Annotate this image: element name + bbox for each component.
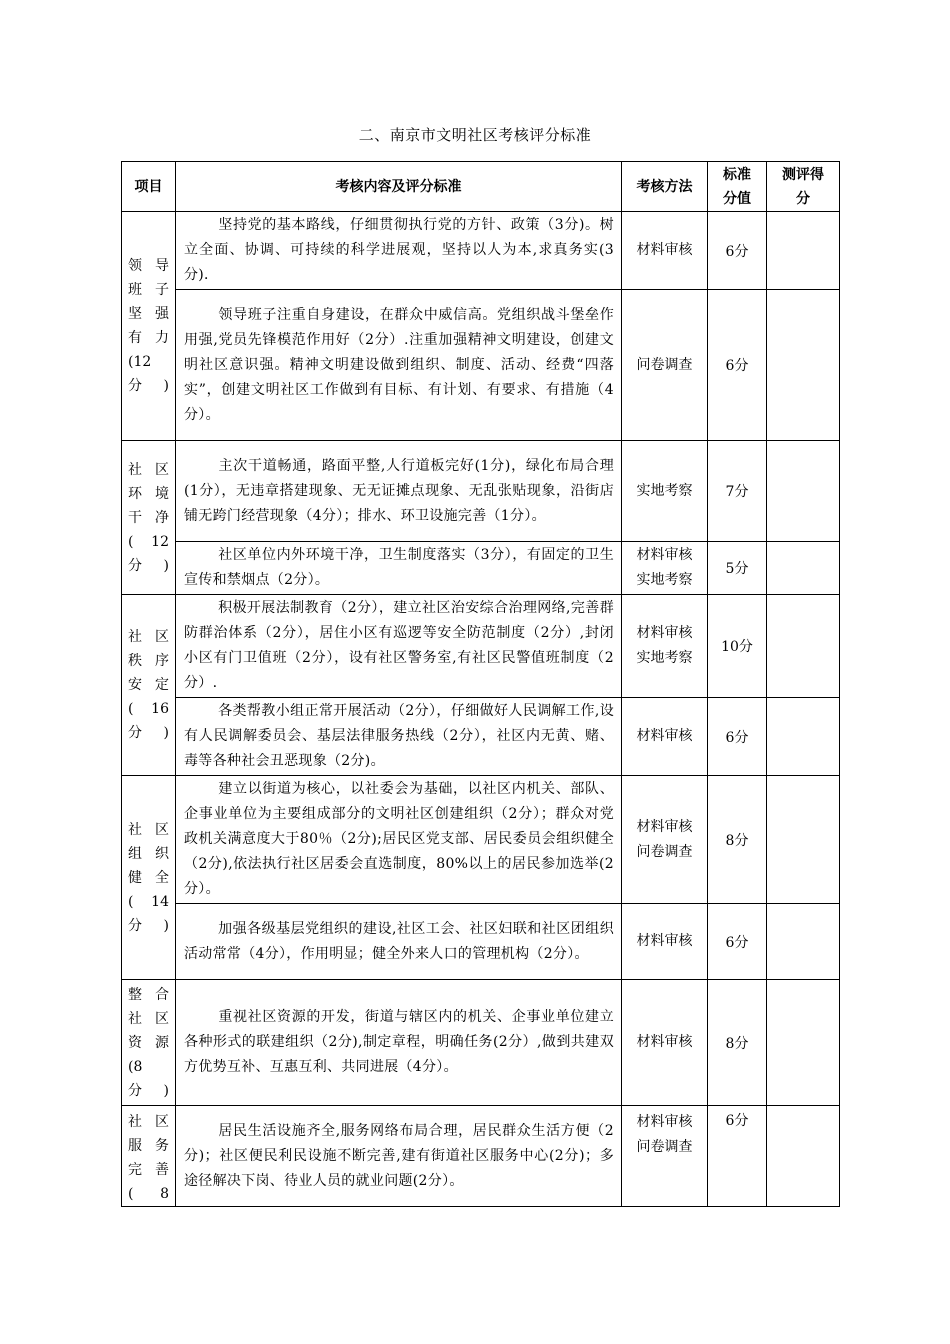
table-header-row (122, 162, 840, 212)
item-label-line: 社 区 (128, 1114, 169, 1130)
item-label-line: 干 净 (128, 509, 169, 526)
item-label-line: 安 定 (128, 677, 169, 693)
criteria-cell (176, 980, 622, 1106)
table-body (122, 212, 840, 1207)
method-cell (622, 904, 708, 980)
item-label-line: (8 (128, 1058, 143, 1075)
method-text: 问卷调查 (636, 843, 693, 860)
item-label-line: 分 ) (128, 378, 169, 394)
item-label-line: 组 织 (128, 845, 169, 862)
item-label-line: ( 8 (128, 1186, 169, 1202)
standard-score-cell: 8分 (708, 776, 767, 904)
item-label-line: ( 12 (128, 533, 169, 550)
method-text: 材料审核 (636, 1114, 693, 1130)
page-title: 二、南京市文明社区考核评分标准 (358, 126, 592, 144)
table-row (122, 698, 840, 776)
criteria-text: 建立以街道为核心，以社委会为基础，以社区内机关、部队、企事业单位为主要组成部分的文明社区创建组织（2分）；群众对党政机关满意度大于80％（2分);居民区党支部、居民委员会组织健全（2分),依法执行社区居委会直选制度，80%以上的居民参加选举(2分）。 (184, 781, 614, 897)
criteria-text: 主次干道畅通，路面平整,人行道板完好(1分)，绿化布局合理(1分），无违章搭建现象、无无证摊点现象、无乱张贴现象，沿街店铺无跨门经营现象（4分）；排水、环卫设施完善（1分）。 (184, 457, 614, 524)
header-item: 项目 (122, 162, 176, 212)
criteria-cell (176, 441, 622, 542)
criteria-cell (176, 1106, 622, 1207)
item-cell (122, 980, 176, 1106)
item-label-line: 服 务 (128, 1138, 169, 1154)
header-evaluation-score (767, 162, 840, 212)
evaluation-score-cell[interactable] (767, 776, 840, 904)
method-cell (622, 595, 708, 698)
method-text: 实地考察 (636, 650, 693, 666)
evaluation-score-cell[interactable] (767, 698, 840, 776)
criteria-text: 各类帮教小组正常开展活动（2分），仔细做好人民调解工作,设有人民调解委员会、基层法律服务热线（2分），社区内无黄、赌、毒等各种社会丑恶现象（2分)。 (184, 703, 614, 769)
method-text: 材料审核 (636, 933, 693, 949)
standard-score-cell: 7分 (708, 441, 767, 542)
criteria-cell (176, 904, 622, 980)
item-label-line: (12 (128, 354, 152, 370)
item-label-line: 社 区 (128, 461, 169, 478)
criteria-cell (176, 212, 622, 290)
criteria-cell (176, 290, 622, 441)
item-cell (122, 1106, 176, 1207)
method-text: 材料审核 (636, 728, 693, 744)
criteria-text: 重视社区资源的开发，街道与辖区内的机关、企事业单位建立各种形式的联建组织（2分),制定章程，明确任务(2分）,做到共建双方优势互补、互惠互利、共同进展（4分）。 (184, 1009, 614, 1075)
method-text: 材料审核 (636, 625, 693, 641)
method-text: 问卷调查 (636, 356, 693, 373)
criteria-text: 领导班子注重自身建设，在群众中威信高。党组织战斗堡垒作用强,党员先锋模范作用好（2分）.注重加强精神文明建设，创建文明社区意识强。精神文明建设做到组织、制度、活动、经费“四落实”，创建文明社区工作做到有目标、有计划、有要求、有措施（4分）。 (184, 306, 614, 423)
item-cell (122, 212, 176, 441)
header-standard-line1: 标准 (723, 166, 751, 183)
criteria-text: 坚持党的基本路线，仔细贯彻执行党的方针、政策（3分)。树立全面、协调、可持续的科学进展观，坚持以人为本,求真务实(3分)． (184, 217, 614, 283)
criteria-text: 居民生活设施齐全,服务网络布局合理，居民群众生活方便（2分)；社区便民利民设施不断完善,建有街道社区服务中心(2分)；多途径解决下岗、待业人员的就业问题(2分）。 (184, 1122, 614, 1189)
table-row (122, 904, 840, 980)
method-text: 材料审核 (636, 547, 693, 563)
criteria-cell (176, 776, 622, 904)
method-cell (622, 698, 708, 776)
criteria-text: 社区单位内外环境干净，卫生制度落实（3分），有固定的卫生宣传和禁烟点（2分）。 (184, 547, 614, 588)
criteria-cell (176, 595, 622, 698)
item-label-line: 分 ) (128, 1082, 169, 1099)
item-label-line: 完 善 (128, 1162, 169, 1178)
method-text: 问卷调查 (636, 1139, 693, 1155)
item-label-line: 秩 序 (128, 653, 169, 669)
scoring-table (121, 161, 840, 1207)
method-cell (622, 441, 708, 542)
method-text: 实地考察 (636, 572, 693, 588)
item-cell (122, 595, 176, 776)
method-text: 实地考察 (636, 482, 693, 499)
method-cell (622, 776, 708, 904)
criteria-text: 积极开展法制教育（2分），建立社区治安综合治理网络,完善群防群治体系（2分），居住小区有巡逻等安全防范制度（2分）,封闭小区有门卫值班（2分），设有社区警务室,有社区民警值班制度（2分）. (184, 600, 614, 691)
item-label-line: 社 区 (128, 1010, 169, 1027)
header-method: 考核方法 (622, 162, 708, 212)
item-label-line: 环 境 (128, 485, 169, 502)
item-label-line: 社 区 (128, 629, 169, 645)
table-row (122, 1106, 840, 1207)
standard-score-cell: 6分 (708, 904, 767, 980)
evaluation-score-cell[interactable] (767, 980, 840, 1106)
item-label-line: ( 14 (128, 893, 169, 910)
method-cell (622, 290, 708, 441)
evaluation-score-cell[interactable] (767, 542, 840, 595)
table-row (122, 441, 840, 542)
table-row (122, 595, 840, 698)
table-row (122, 542, 840, 595)
criteria-cell (176, 542, 622, 595)
method-text: 材料审核 (636, 818, 693, 835)
evaluation-score-cell[interactable] (767, 290, 840, 441)
header-standard-score (708, 162, 767, 212)
evaluation-score-cell[interactable] (767, 1106, 840, 1207)
header-standard-line2: 分值 (723, 190, 751, 207)
evaluation-score-cell[interactable] (767, 904, 840, 980)
item-label-line: 资 源 (128, 1034, 169, 1051)
standard-score-cell: 6分 (708, 698, 767, 776)
method-text: 材料审核 (636, 1034, 693, 1050)
standard-score-cell: 6分 (708, 1106, 767, 1207)
criteria-text: 加强各级基层党组织的建设,社区工会、社区妇联和社区团组织活动常常（4分），作用明显；健全外来人口的管理机构（2分）。 (184, 920, 614, 962)
item-cell (122, 441, 176, 595)
method-text: 材料审核 (636, 242, 693, 258)
evaluation-score-cell[interactable] (767, 595, 840, 698)
table-row (122, 980, 840, 1106)
table-row (122, 776, 840, 904)
method-cell (622, 980, 708, 1106)
criteria-cell (176, 698, 622, 776)
method-cell (622, 1106, 708, 1207)
evaluation-score-cell[interactable] (767, 212, 840, 290)
table-row (122, 212, 840, 290)
item-cell (122, 776, 176, 980)
standard-score-cell: 5分 (708, 542, 767, 595)
item-label-line: 分 ) (128, 917, 169, 934)
table-row (122, 290, 840, 441)
item-label-line: 领 导 (128, 258, 169, 274)
header-result-line2: 分 (796, 190, 810, 207)
item-label-line: 班 子 (128, 282, 169, 298)
evaluation-score-cell[interactable] (767, 441, 840, 542)
item-label-line: 整 合 (128, 986, 169, 1003)
item-label-line: 有 力 (128, 330, 169, 346)
item-label-line: 坚 强 (128, 306, 169, 322)
standard-score-cell: 10分 (708, 595, 767, 698)
method-cell (622, 212, 708, 290)
header-content: 考核内容及评分标准 (176, 162, 622, 212)
standard-score-cell: 6分 (708, 212, 767, 290)
item-label-line: 分 ) (128, 557, 169, 574)
item-label-line: 社 区 (128, 821, 169, 838)
item-label-line: 分 ) (128, 725, 169, 741)
item-label-line: ( 16 (128, 701, 169, 717)
method-cell (622, 542, 708, 595)
header-result-line1: 测评得 (782, 166, 824, 183)
item-label-line: 健 全 (128, 869, 169, 886)
standard-score-cell: 8分 (708, 980, 767, 1106)
standard-score-cell: 6分 (708, 290, 767, 441)
